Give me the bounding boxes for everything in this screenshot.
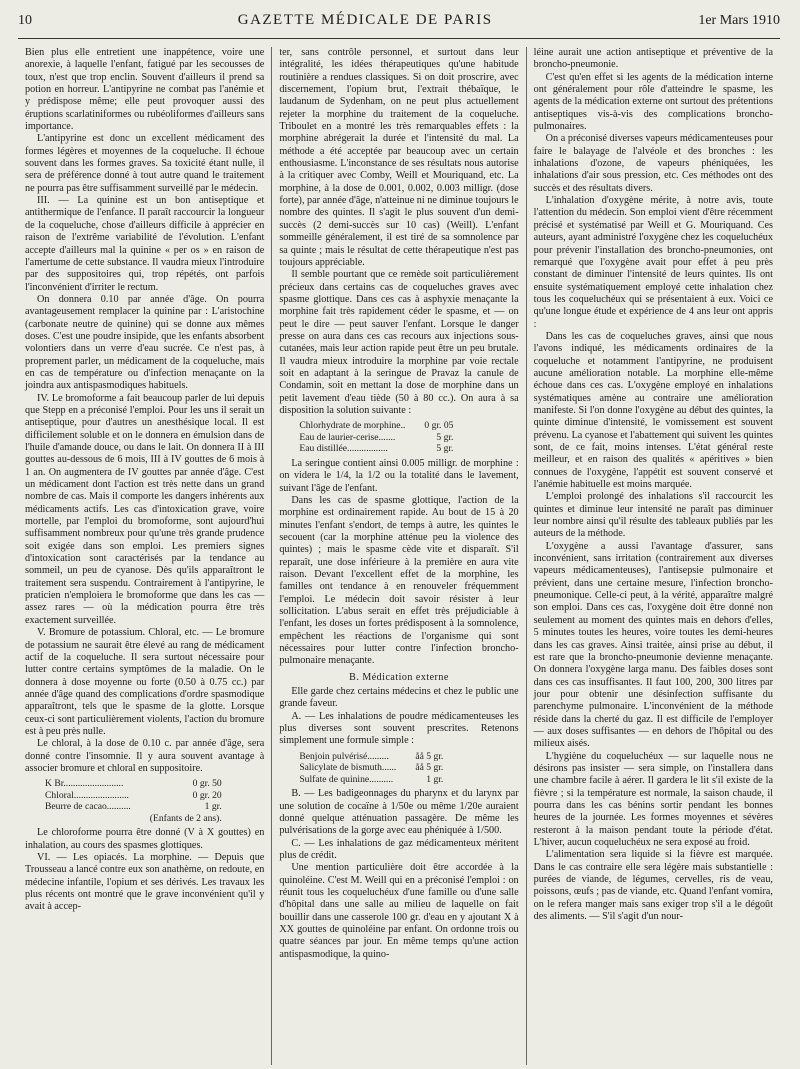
paragraph: L'hygiène du coqueluchéux — sur laquelle nous ne désirons pas insister — sera simple, on l'installera dans une chambre facile à aérer. Il gardera le lit s'il existe de la fièvre ; si la température est normale, la saison chaude, il pourra dans les cas bénins sortir pendant les bonnes heures de la journée. Les formes moyennes et sévères resteront à la maison pendant toute la période d'état. L'hiver, aucun coqueluchéux ne sera exposé au froid. (533, 750, 773, 848)
page-number: 10 (18, 13, 32, 28)
quantity: 5 gr. (436, 443, 454, 455)
quantity: åå 5 gr. (415, 762, 444, 774)
column-left (18, 47, 271, 1065)
paragraph: IV. Le bromoforme a fait beaucoup parler de lui depuis que Stepp en a préconisé l'emploi. Pour les uns il serait un antiseptique, pour d'autres un anesthésique local. Il est difficilement soluble et on le donnera en émulsion dans de l'huile d'amande douce, ou dans le lait. On donnera II à III gouttes au-dessous de 6 mois, III à IV gouttes de 6 mois à 1 an. On augmentera de IV gouttes par année d'âge. C'est un médicament dont l'action est très nette dans un grand nombre de cas. Mais il comporte les dangers inhérents aux médicaments actifs. Les cas d'intoxication grave, voire mortelle, par l'emploi du bromoforme, sont aujourd'hui suffisamment nombreux pour qu'une très grande prudence soit exigée dans son emploi. Les premiers signes d'intoxication sont caractérisés par la tendance au sommeil, un peu de cyanose. Dès qu'ils apparaîtront le traitement sera suspendu. Contrairement à l'antipyrine, le praticien n'emploiera le bromoforme que dans les cas — assez rares — où la médication pourra être très exactement surveillée. (25, 392, 265, 626)
formula-row (45, 790, 227, 802)
journal-title: GAZETTE MÉDICALE DE PARIS (237, 12, 493, 28)
paragraph: La seringue contient ainsi 0.005 milligr. de morphine : on videra le 1/4, la 1/2 ou la totalité dans le lavement, suivant l'âge de l'enfant. (279, 457, 519, 494)
paragraph: Une mention particulière doit être accordée à la quinoléine. C'est M. Weill qui en a préconisé l'emploi : on réunit tous les coqueluchéux d'une famille ou d'une salle d'hôpital dans une salle au milieu de laquelle on fait bouillir dans une casserole 100 gr. d'eau en y ajoutant X à XX gouttes de quinoléine par enfant. On ordonne trois ou quatre séances par jour. En même temps qu'une action antispasmodique, la quino- (279, 862, 519, 960)
ingredient: Salicylate de bismuth...... (299, 762, 397, 774)
paragraph: Il semble pourtant que ce remède soit particulièrement précieux dans certains cas de coqueluches graves avec spasme glottique. Dans ces cas à asphyxie menaçante la morphine fait très rapidement céder le spasme, et — on peut le dire — peut sauver l'enfant. Lorsque le danger presse on aura dans ces cas recours aux injections sous-cutanées, mais leur action rapide peut être un peu brutale. Il vaudra mieux introduire la morphine par voie rectale soit en adaptant à la seringue de Pravaz la canule de Condamin, soit en mettant la dose de morphine dans un petit lavement d'eau tiède (50 à 80 cc.). On aura à sa disposition la solution suivante : (279, 269, 519, 416)
paragraph: Le chloroforme pourra être donné (V à X gouttes) en inhalation, au cours des spasmes glottiques. (25, 827, 265, 851)
quantity: åå 5 gr. (415, 750, 444, 762)
paragraph: Bien plus elle entretient une inappétence, voire une anorexie, à laquelle l'enfant, fatigué par les secousses de toux, n'est que trop enclin. Souvent d'ailleurs il prend sa potion en horreur. L'antipyrine ne combat pas l'anémie et y prédispose même; elle peut provoquer aussi des éruptions scarlatiniformes ou rubéoliformes d'ailleurs sans importance. (25, 47, 265, 133)
paragraph: C. — Les inhalations de gaz médicamenteux méritent plus de crédit. (279, 837, 519, 861)
ingredient: K Br......................... (45, 778, 124, 790)
paragraph: VI. — Les opiacés. La morphine. — Depuis que Trousseau a lancé contre eux son anathème, on redoute, en médecine infantile, l'opium et ses dérivés. Les travaux les plus récents ont montré que le grave inconvénient qu'il y avait à accep- (25, 851, 265, 913)
prescription-formula (45, 778, 227, 824)
quantity: 0 gr. 20 (192, 789, 222, 801)
formula-row (299, 432, 458, 444)
text-columns (18, 47, 780, 1065)
formula-row (299, 762, 448, 774)
formula-row (299, 443, 458, 455)
issue-date: 1er Mars 1910 (698, 13, 780, 28)
paragraph: Dans les cas de coqueluches graves, ainsi que nous l'avons indiqué, les médicaments ordinaires de la coqueluche et notamment l'antipyrine, ne produisent aucune amélioration notable. La morphine elle-même échoue dans ces cas. L'oxygène employé en inhalations systématiques amène au contraire une amélioration manifeste. Si l'on donne l'oxygène au début des quintes, la quinte diminue d'intensité, le vomissement est souvent prévenu. La cyanose et l'abattement qui suivent les quintes sont, de ce fait, moins intenses. L'état général reste meilleur, et en raison des qualités « apéritives » bien connues de l'oxygène, l'appétit est souvent conservé et l'anémie habituelle est moins marquée. (533, 330, 773, 491)
paragraph: L'oxygène a aussi l'avantage d'assurer, sans inconvénient, sans irritation (contrairement aux diverses vapeurs médicamenteuses), l'antisepsie pulmonaire et prévient, dans une certaine mesure, l'infection broncho-pneumonique. Celle-ci peut, à la vérité, apparaître malgré son emploi. Dans ces cas, l'oxygène doit être donné non seulement au moment des quintes mais en dehors d'elles, 5 minutes toutes les heures, voire toutes les demi-heures dans les cas graves. Ainsi traitée, ainsi prise au début, il est rare que la broncho-pneumonie devienne menaçante. On donnera l'oxygène larga manu. Des faibles doses sont dans ces cas insuffisantes. Il faut 100, 200, 300 litres par jour pour obtenir une désinfection suffisante du parenchyme pulmonaire. L'inconvénient de la méthode réside dans la cherté du gaz. Il est difficile de l'employer — aux doses suffisantes — en dehors de l'hôpital ou des milieux aisés. (533, 540, 773, 750)
section-heading: B. Médication externe (349, 671, 449, 683)
paragraph: L'antipyrine est donc un excellent médicament des formes légères et moyennes de la coqueluche. Il échoue souvent dans les formes graves. Sa toxicité étant nulle, il sera de préférence donné à tout autre quand le traitement ne pourra pas être suffisamment surveillé par le médecin. (25, 133, 265, 194)
quantity: 0 gr. 05 (424, 420, 454, 432)
quantity: 1 gr. (426, 773, 444, 785)
formula-row (299, 751, 448, 763)
paragraph: A. — Les inhalations de poudre médicamenteuses les plus diverses sont souvent prescrites. Retenons simplement une formule simple : (279, 710, 519, 747)
quantity: 5 gr. (436, 431, 454, 443)
paragraph: III. — La quinine est un bon antiseptique et antithermique de l'enfance. Il paraît raccourcir la longueur de la coqueluche, chose d'ailleurs difficile à apprécier en raison de l'extrême variabilité de l'évolution. L'enfant accepte d'ailleurs mal la quinine « per os » en raison de l'amertume de cette substance. Il vaudra mieux l'introduire par des suppositoires qui, trop répétés, ont parfois l'inconvénient d'irriter le rectum. (25, 195, 265, 293)
prescription-formula (299, 751, 448, 786)
paragraph: B. — Les badigeonnages du pharynx et du larynx par une solution de cocaïne à 1/50e ou même 1/20e auraient donné quelque atténuation passagère. De même les pulvérisations de la gorge avec eau phéniquée à 1/500. (279, 788, 519, 837)
ingredient: Sulfate de quinine.......... (299, 773, 394, 785)
ingredient: Eau distillée................. (299, 443, 388, 455)
paragraph: léine aurait une action antiseptique et préventive de la broncho-pneumonie. (533, 47, 773, 71)
prescription-formula (299, 420, 458, 455)
column-middle (271, 47, 525, 1065)
paragraph: Le chloral, à la dose de 0.10 c. par année d'âge, sera donné contre l'insomnie. Il y aura souvent avantage à associer bromure et chloral en suppositoire. (25, 738, 265, 774)
paragraph: C'est qu'en effet si les agents de la médication interne ont généralement pour rôle d'atteindre le spasme, les agents de la médication externe ont surtout des prétentions antiseptiques vis-à-vis des complications broncho-pulmonaires. (533, 71, 773, 133)
paragraph: L'inhalation d'oxygène mérite, à notre avis, toute l'attention du médecin. Son emploi vient d'être récemment précisé et systématisé par Weill et G. Mouriquand. Ces auteurs, ayant administré l'oxygène chez les coqueluchéux pour prévenir l'installation des broncho-pneumonies, ont remarqué que l'oxygène avait pour effet à peu près constant de diminuer l'intensité de leurs quintes. Ils ont ensuite systématiquement employé cette inhalation chez tous les coqueluchéux qui se présentaient à eux. Voici ce qu'une longue étude et expérience de 4 ans leur ont appris : (533, 195, 773, 330)
ingredient: Chloral....................... (45, 789, 129, 801)
quantity: 1 gr. (204, 801, 222, 813)
ingredient: Chlorhydrate de morphine.. (299, 420, 406, 432)
formula-row (45, 801, 227, 813)
column-right (526, 47, 780, 1065)
paragraph: V. Bromure de potassium. Chloral, etc. — Le bromure de potassium ne saurait être élevé au rang de médicament actif de la coqueluche. Il sera surtout nécessaire pour lutter contre certains symptômes de la maladie. On le donnera à dose moyenne ou forte (0.50 à 0.75 cc.) par année d'âge quand des complications d'ordre spasmodique apparaîtront, tels que le spasme de la glotte. Lorsque ceux-ci sont particulièrement violents, l'action du bromure est à peu près nulle. (25, 627, 265, 737)
ingredient: Beurre de cacao.......... (45, 801, 131, 813)
paragraph: ter, sans contrôle personnel, et surtout dans leur intégralité, les idées thérapeutiques qu'une habitude routinière a rendues classiques. Si on doit proscrire, avec discernement, l'opium brut, l'extrait thébaïque, le laudanum de Sydenham, on ne peut plus actuellement rejeter la morphine du traitement de la coqueluche. Triboulet en a montré les très remarquables effets : la morphine abrégerait la durée et l'intensité du mal. La méthode a été acceptée par beaucoup avec un certain enthousiasme. L'inconstance de ses résultats nous autorise à la critiquer avec Comby, Weill et Mouriquand, etc. La morphine, à la dose de 0.001, 0.002, 0.003 milligr. (dose forte), par année d'âge, n'atteinue ni ne diminue toujours le nombre des quintes. Il s'agit le plus souvent d'un demi-succès (2 demi-succès sur 10 cas) (Weill). L'enfant sommeille généralement, il est tiré de sa somnolence par sa quinte ; mais le résultat de cette thérapeutique n'est pas toujours appréciable. (279, 47, 519, 268)
paragraph: On a préconisé diverses vapeurs médicamenteuses pour faire le balayage de l'alvéole et des bronches : les inhalations d'ozone, de vapeurs phéniquées, les inhalations d'air sous pression, etc. Ces méthodes ont des succès et des résultats divers. (533, 133, 773, 194)
paragraph: Elle garde chez certains médecins et chez le public une grande faveur. (279, 686, 519, 710)
formula-row (299, 774, 448, 786)
page-header (18, 12, 780, 39)
formula-row (299, 420, 458, 432)
paragraph: L'emploi prolongé des inhalations s'il raccourcit les quintes et diminue leur intensité ne paraît pas diminuer leur nombre ainsi qu'il résulte des tableaux publiés par les auteurs de la méthode. (533, 491, 773, 540)
paragraph: On donnera 0.10 par année d'âge. On pourra avantageusement remplacer la quinine par : L'aristochine (carbonate neutre de quinine) qui se donne aux mêmes doses. C'est une poudre insipide, que les enfants absorbent volontiers dans un verre d'eau sucrée. Ce n'est pas, à proprement parler, un médicament de la coqueluche, mais en cas de température ou d'infection menaçante on la joindra aux antispasmodiques habituels. (25, 293, 265, 392)
paragraph: L'alimentation sera liquide si la fièvre est marquée. Dans le cas contraire elle sera légère mais substantielle : purées de viande, de légumes, cervelles, ris de veau, poissons, œufs ; pas de viande, etc. Quand l'enfant vomira, on le refera manger mais sans exiger trop s'il a le dégoût des aliments. — S'il s'agit d'un nour- (533, 849, 773, 923)
formula-row (45, 813, 227, 825)
quantity: 0 gr. 50 (192, 778, 222, 790)
ingredient: Benjoin pulvérisé......... (299, 750, 389, 762)
ingredient: Eau de laurier-cerise....... (299, 431, 396, 443)
paragraph: Dans les cas de spasme glottique, l'action de la morphine est ordinairement rapide. Au bout de 15 à 20 minutes l'enfant s'endort, de temps à autre, les quintes le secouent (car la morphine atténue peu la violence des quintes) ; mais le spasme cède vite et disparaît. S'il reparaît, une dose inférieure à la première en aura vite raison. Devant l'excellent effet de la morphine, les familles ont tendance à en renouveler fréquemment l'emploi. Le médecin doit savoir résister à leur sollicitation. L'abus serait en effet très préjudiciable à l'enfant, les doses un fortes prédisposent à la somnolence, empêchent les réactions de l'organisme qui sont nécessaires pour lutter contre l'infection broncho-pulmonaire menaçante. (279, 494, 519, 667)
formula-note: (Enfants de 2 ans). (149, 812, 222, 824)
formula-row (45, 778, 227, 790)
